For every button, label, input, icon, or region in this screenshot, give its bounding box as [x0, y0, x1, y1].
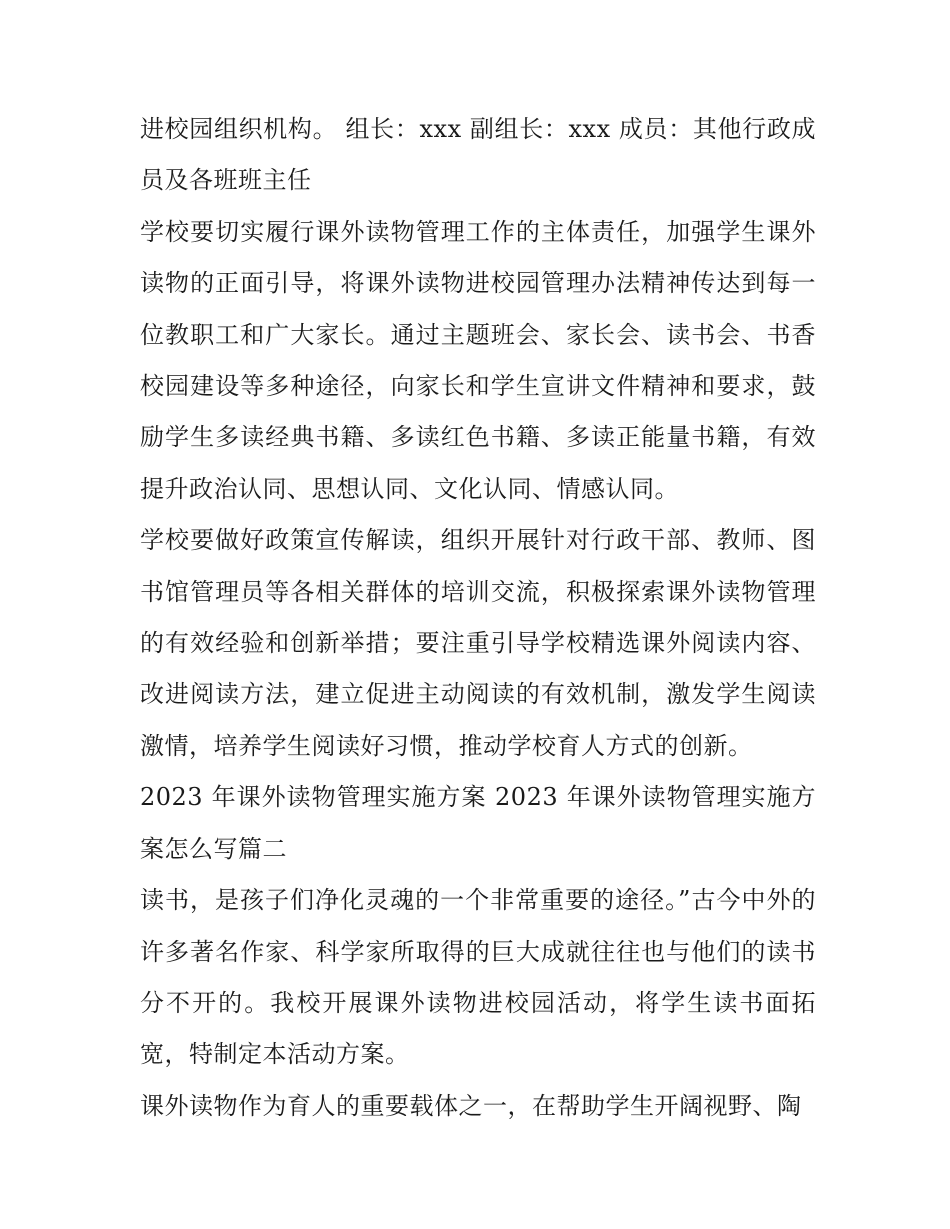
paragraph-reading: 读书，是孩子们净化灵魂的一个非常重要的途径。”古今中外的许多著名作家、科学家所取得的巨大成就往往也与他们的读书分不开的。我校开展课外读物进校园活动，将学生读书面拓宽，特制定本活动方案。	[140, 886, 816, 1069]
paragraph-responsibility: 学校要切实履行课外读物管理工作的主体责任，加强学生课外读物的正面引导，将课外读物进校园管理办法精神传达到每一位教职工和广大家长。通过主题班会、家长会、读书会、书香校园建设等多种途径，向家长和学生宣讲文件精神和要求，鼓励学生多读经典书籍、多读红色书籍、多读正能量书籍，有效提升政治认同、思想认同、文化认同、情感认同。	[140, 217, 816, 503]
paragraph-policy: 学校要做好政策宣传解读，组织开展针对行政干部、教师、图书馆管理员等各相关群体的培训交流，积极探索课外读物管理的有效经验和创新举措；要注重引导学校精选课外阅读内容、改进阅读方法，建立促进主动阅读的有效机制，激发学生阅读激情，培养学生阅读好习惯，推动学校育人方式的创新。	[140, 526, 816, 760]
section-heading: 2023 年课外读物管理实施方案 2023 年课外读物管理实施方案怎么写篇二	[140, 783, 816, 863]
paragraph-organization: 进校园组织机构。 组长：xxx 副组长：xxx 成员：其他行政成员及各班班主任	[140, 115, 816, 195]
document-body	[140, 104, 816, 1132]
paragraph-extracurricular: 课外读物作为育人的重要载体之一，在帮助学生开阔视野、陶	[140, 1091, 802, 1120]
